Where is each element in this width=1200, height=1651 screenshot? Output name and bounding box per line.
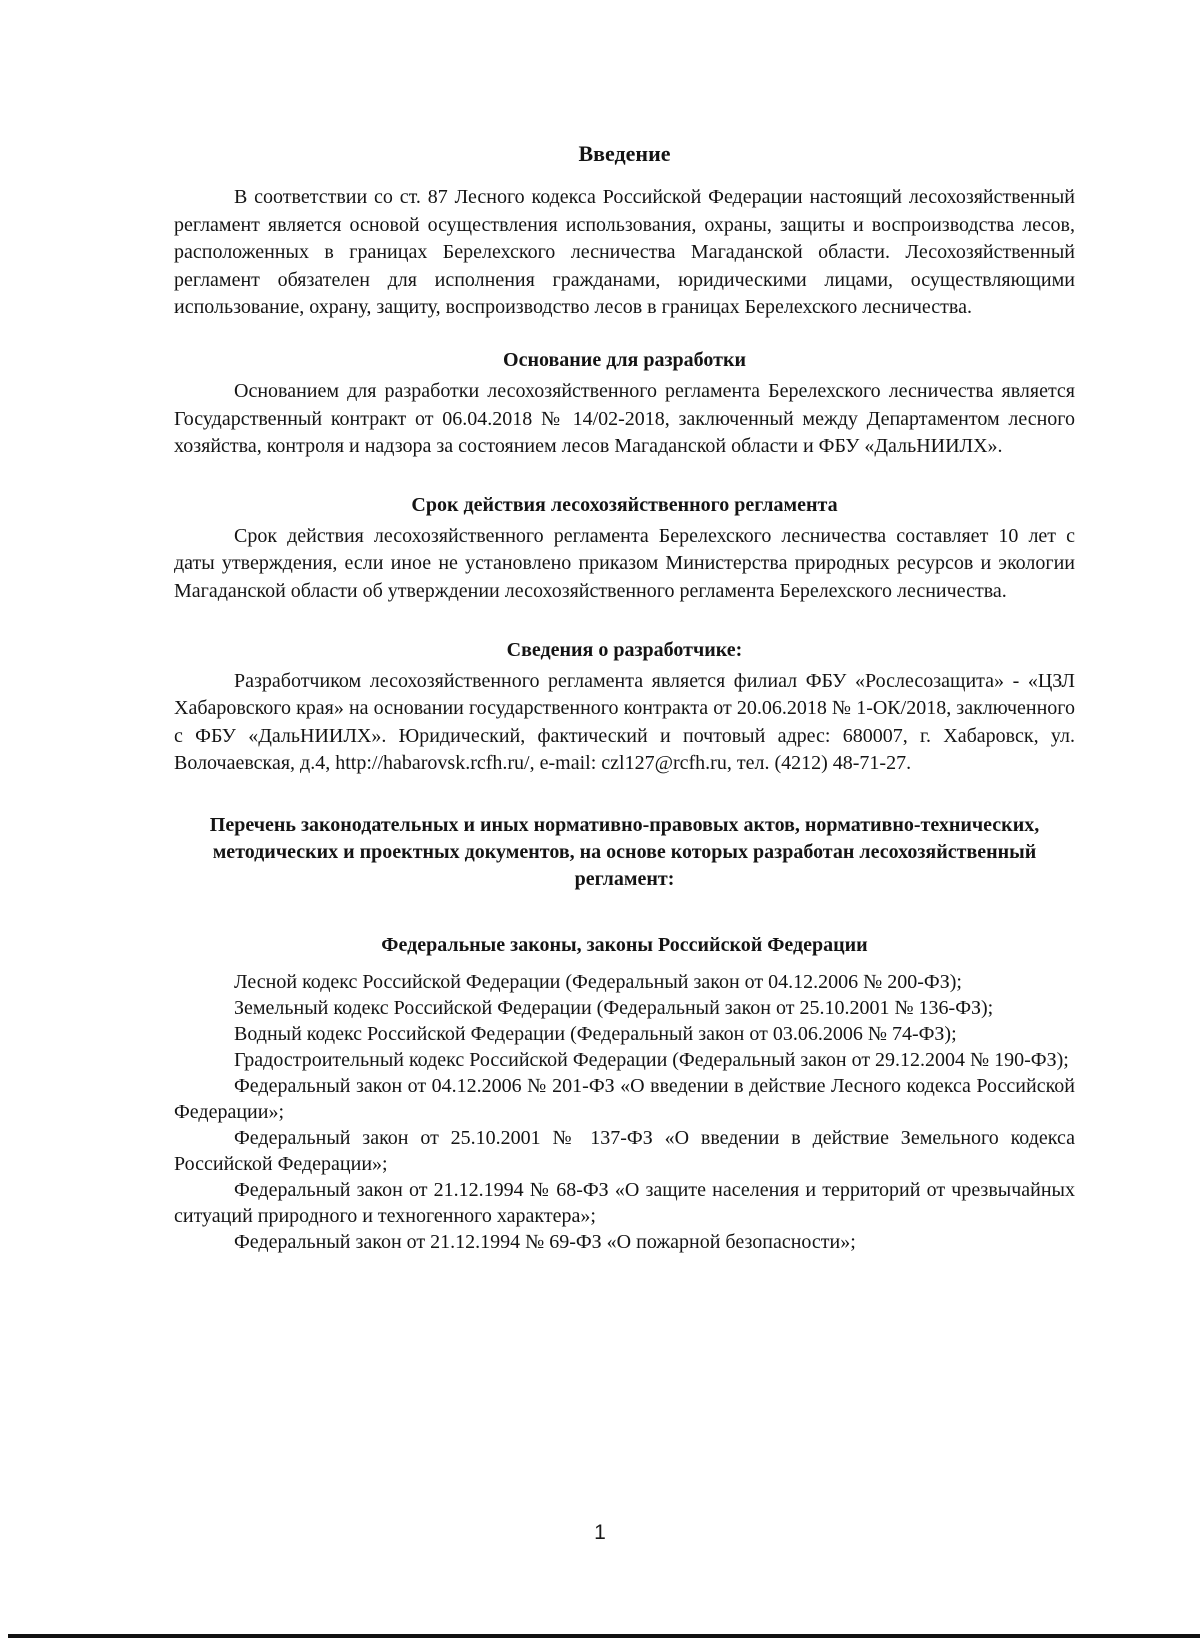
list-item: Водный кодекс Российской Федерации (Федеральный закон от 03.06.2006 № 74-ФЗ); <box>234 1022 957 1045</box>
term-heading: Срок действия лесохозяйственного регламента <box>411 493 838 516</box>
intro-paragraph: В соответствии со ст. 87 Лесного кодекса Российской Федерации настоящий лесохозяйственный регламент является основой осуществления использования, охраны, защиты и воспроизводства лесов, расположенных в границах Берелехского лесничества Магаданской области. Лесохозяйственный регламент обязателен для исполнения гражданами, юридическими лицами, осуществляющими использование, охрану, защиту, воспроизводство лесов в границах Берелехского лесничества. <box>174 186 1075 319</box>
federal-laws-subheading: Федеральные законы, законы Российской Федерации <box>381 933 868 956</box>
developer-paragraph: Разработчиком лесохозяйственного регламента является филиал ФБУ «Рослесозащита» - «ЦЗЛ Хабаровского края» на основании государственного контракта от 20.06.2018 № 1-ОК/2018, заключенного с ФБУ «ДальНИИЛХ». Юридический, фактический и почтовый адрес: 680007, г. Хабаровск, ул. Волочаевская, д.4, http://habarovsk.rcfh.ru/, e-mail: czl127@rcfh.ru, тел. (4212) 48-71-27. <box>174 669 1075 775</box>
basis-heading: Основание для разработки <box>503 348 746 371</box>
term-paragraph: Срок действия лесохозяйственного регламента Берелехского лесничества составляет 10 лет с даты утверждения, если иное не установлено приказом Министерства природных ресурсов и экологии Магаданской области об утверждении лесохозяйственного регламента Берелехского лесничества. <box>174 524 1075 602</box>
list-item: Федеральный закон от 21.12.1994 № 68-ФЗ «О защите населения и территорий от чрезвычайных ситуаций природного и техногенного характера»; <box>174 1178 1075 1227</box>
list-item: Федеральный закон от 04.12.2006 № 201-ФЗ «О введении в действие Лесного кодекса Российской Федерации»; <box>174 1074 1075 1123</box>
bottom-rule <box>8 1634 1200 1638</box>
page-content <box>174 138 1075 1255</box>
acts-heading: Перечень законодательных и иных нормативно-правовых актов, нормативно-технических, методических и проектных документов, на основе которых разработан лесохозяйственный регламент: <box>209 813 1040 890</box>
laws-list <box>174 969 1075 1255</box>
list-item: Федеральный закон от 21.12.1994 № 69-ФЗ «О пожарной безопасности»; <box>234 1230 856 1253</box>
page-number: 1 <box>594 1521 606 1544</box>
developer-heading: Сведения о разработчике: <box>506 638 743 661</box>
list-item: Федеральный закон от 25.10.2001 № 137-ФЗ «О введении в действие Земельного кодекса Российской Федерации»; <box>174 1126 1075 1175</box>
list-item: Градостроительный кодекс Российской Федерации (Федеральный закон от 29.12.2004 № 190-ФЗ); <box>234 1048 1069 1071</box>
page-title: Введение <box>578 141 671 166</box>
list-item: Лесной кодекс Российской Федерации (Федеральный закон от 04.12.2006 № 200-ФЗ); <box>234 970 962 993</box>
list-item: Земельный кодекс Российской Федерации (Федеральный закон от 25.10.2001 № 136-ФЗ); <box>234 996 994 1019</box>
basis-paragraph: Основанием для разработки лесохозяйственного регламента Берелехского лесничества является Государственный контракт от 06.04.2018 № 14/02-2018, заключенный между Департаментом лесного хозяйства, контроля и надзора за состоянием лесов Магаданской области и ФБУ «ДальНИИЛХ». <box>174 379 1075 458</box>
